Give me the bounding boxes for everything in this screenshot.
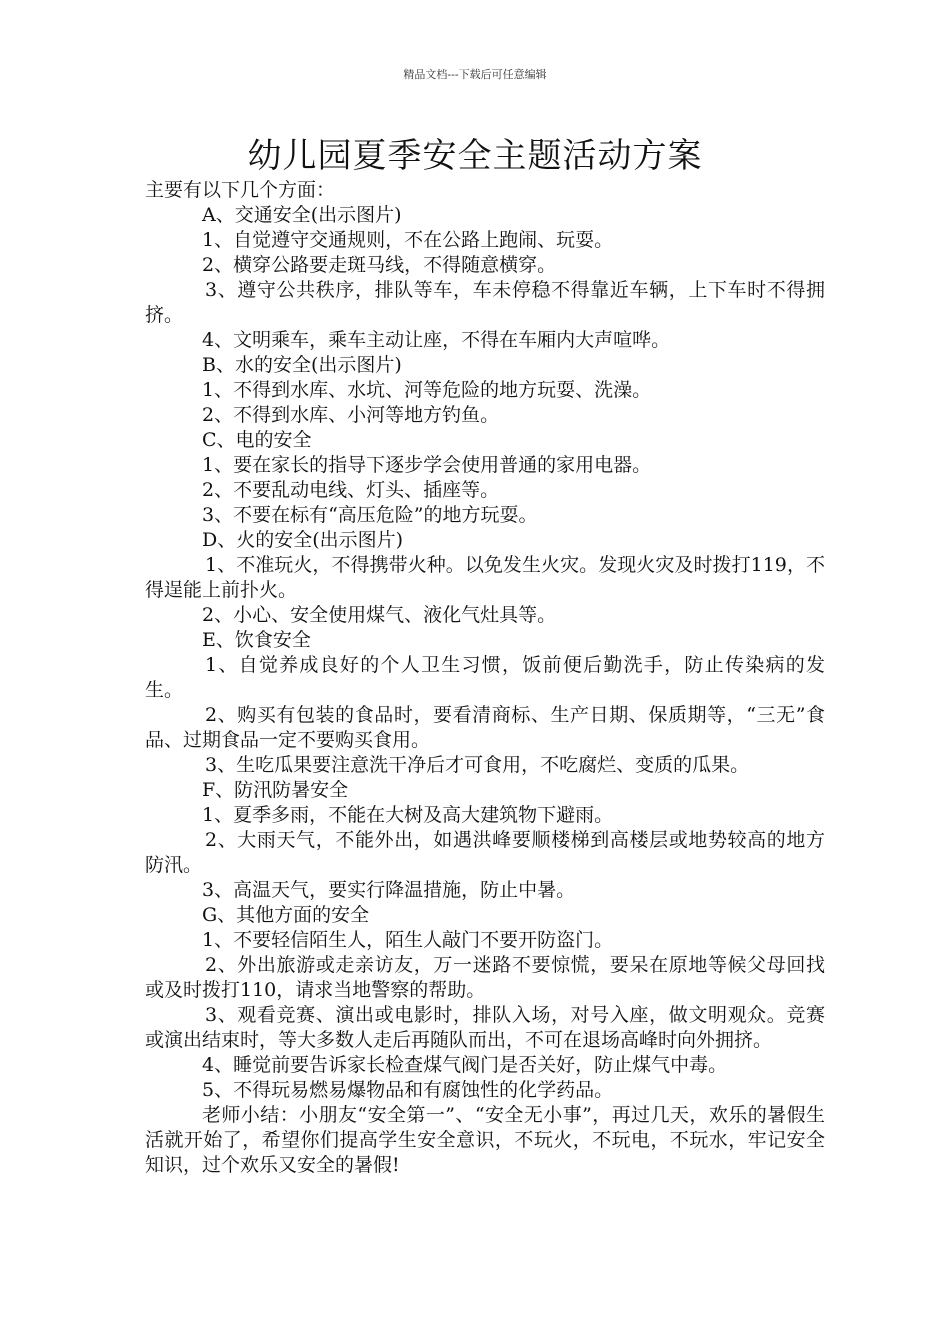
header-note: 精品文档---下载后可任意编辑 <box>403 68 547 81</box>
list-item: 1、自觉养成良好的个人卫生习惯，饭前便后勤洗手，防止传染病的发生。 <box>145 654 825 701</box>
list-item: 1、不得到水库、水坑、河等危险的地方玩耍、洗澡。 <box>202 379 652 401</box>
list-item: 老师小结：小朋友“安全第一”、“安全无小事”，再过几天，欢乐的暑假生活就开始了，希望你们提高学生安全意识，不玩火，不玩电，不玩水，牢记安全知识，过个欢乐又安全的暑假! <box>145 1104 825 1176</box>
list-item: 4、睡觉前要告诉家长检查煤气阀门是否关好，防止煤气中毒。 <box>202 1054 728 1076</box>
list-item: 3、遵守公共秩序，排队等车，车未停稳不得靠近车辆，上下车时不得拥挤。 <box>145 279 825 326</box>
section-heading: D、火的安全(出示图片) <box>202 529 404 551</box>
list-item: 1、自觉遵守交通规则，不在公路上跑闹、玩耍。 <box>202 229 614 251</box>
list-item: 2、不要乱动电线、灯头、插座等。 <box>202 479 500 501</box>
section-heading: F、防汛防暑安全 <box>202 779 349 801</box>
section-heading: G、其他方面的安全 <box>202 904 370 926</box>
document-title: 幼儿园夏季安全主题活动方案 <box>247 136 703 176</box>
list-item: 1、不准玩火，不得携带火种。以免发生火灾。发现火灾及时拨打119，不得逞能上前扑火。 <box>145 554 825 601</box>
section-heading: C、电的安全 <box>202 429 312 451</box>
section-heading: E、饮食安全 <box>202 629 311 651</box>
list-item: 2、横穿公路要走斑马线，不得随意横穿。 <box>202 254 557 276</box>
paragraph-list <box>145 203 825 1178</box>
intro-paragraph: 主要有以下几个方面： <box>145 179 336 201</box>
section-heading: B、水的安全(出示图片) <box>202 354 402 376</box>
list-item: 3、不要在标有“高压危险”的地方玩耍。 <box>202 504 538 526</box>
list-item: 3、生吃瓜果要注意洗干净后才可食用，不吃腐烂、变质的瓜果。 <box>205 754 750 776</box>
list-item: 3、观看竞赛、演出或电影时，排队入场，对号入座，做文明观众。竞赛或演出结束时，等大多数人走后再随队而出，不可在退场高峰时向外拥挤。 <box>145 1004 825 1051</box>
list-item: 2、大雨天气，不能外出，如遇洪峰要顺楼梯到高楼层或地势较高的地方防汛。 <box>145 829 825 876</box>
list-item: 2、购买有包装的食品时，要看清商标、生产日期、保质期等，“三无”食品、过期食品一定不要购买食用。 <box>145 704 825 751</box>
list-item: 2、小心、安全使用煤气、液化气灶具等。 <box>202 604 557 626</box>
list-item: 1、不要轻信陌生人，陌生人敲门不要开防盗门。 <box>202 929 614 951</box>
list-item: 2、外出旅游或走亲访友，万一迷路不要惊慌，要呆在原地等候父母回找或及时拨打110，请求当地警察的帮助。 <box>145 954 825 1001</box>
list-item: 4、文明乘车，乘车主动让座，不得在车厢内大声喧哗。 <box>202 329 671 351</box>
list-item: 3、高温天气，要实行降温措施，防止中暑。 <box>202 879 576 901</box>
list-item: 1、夏季多雨，不能在大树及高大建筑物下避雨。 <box>202 804 614 826</box>
section-heading: A、交通安全(出示图片) <box>202 204 402 226</box>
list-item: 2、不得到水库、小河等地方钓鱼。 <box>202 404 500 426</box>
document-body <box>145 178 825 1178</box>
list-item: 5、不得玩易燃易爆物品和有腐蚀性的化学药品。 <box>202 1079 614 1101</box>
list-item: 1、要在家长的指导下逐步学会使用普通的家用电器。 <box>202 454 652 476</box>
